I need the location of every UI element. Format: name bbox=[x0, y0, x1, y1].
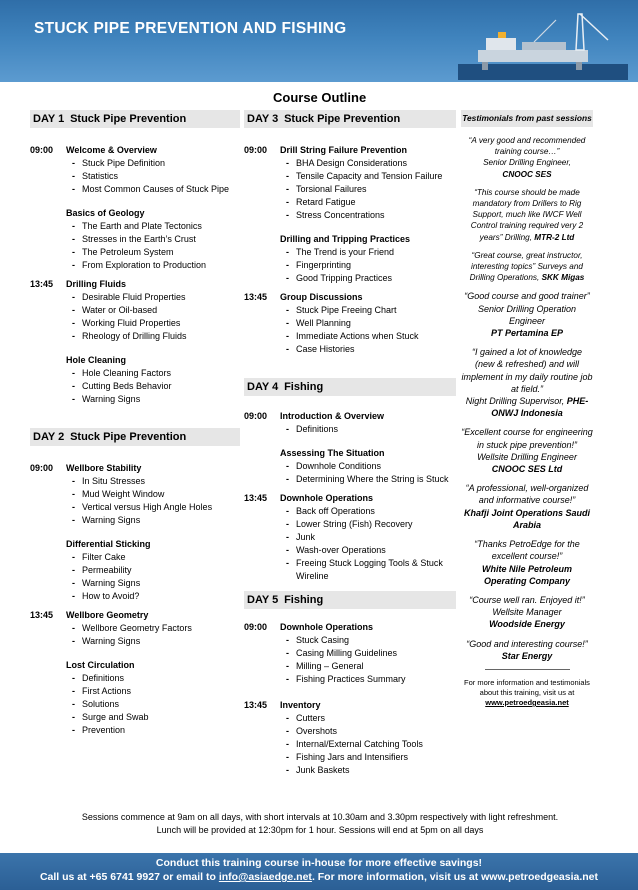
day4-header: DAY 4 Fishing bbox=[244, 378, 456, 396]
banner-title: STUCK PIPE PREVENTION AND FISHING bbox=[34, 20, 347, 37]
email-link[interactable]: info@asiaedge.net bbox=[218, 871, 312, 883]
topic-title: Assessing The Situation bbox=[280, 448, 385, 458]
testimonial: “Good and interesting course!” Star Energy bbox=[466, 638, 588, 661]
banner bbox=[0, 0, 638, 82]
topic-title: Differential Sticking bbox=[66, 539, 151, 549]
day2-session-afternoon bbox=[30, 609, 240, 737]
list-item: - Prevention bbox=[72, 725, 126, 735]
list-item: - Statistics bbox=[72, 171, 119, 181]
list-item: - How to Avoid? bbox=[72, 591, 140, 601]
day2-header: DAY 2 Stuck Pipe Prevention bbox=[30, 428, 240, 446]
list-item: - Immediate Actions when Stuck bbox=[286, 331, 419, 341]
list-item: - Junk Baskets bbox=[286, 765, 350, 775]
topic-title: Drilling and Tripping Practices bbox=[280, 234, 411, 244]
session-time: 13:45 bbox=[30, 279, 54, 289]
session-time: 09:00 bbox=[244, 145, 268, 155]
list-item: - Fishing Practices Summary bbox=[286, 674, 406, 684]
website-link[interactable]: www.petroedgeasia.net bbox=[485, 697, 569, 707]
testimonial: “A very good and recommended training course…” Senior Drilling Engineer, CNOOC SES bbox=[468, 136, 586, 179]
list-item: - From Exploration to Production bbox=[72, 260, 207, 270]
list-item: - Fingerprinting bbox=[286, 260, 352, 270]
testimonials-heading: Testimonials from past sessions bbox=[461, 110, 593, 127]
list-item: - Casing Milling Guidelines bbox=[286, 648, 398, 658]
topic-title: Downhole Operations bbox=[280, 493, 374, 503]
list-item: - Torsional Failures bbox=[286, 184, 367, 194]
list-item: - Back off Operations bbox=[286, 506, 375, 516]
list-item: - Filter Cake bbox=[72, 552, 126, 562]
list-item: - Water or Oil-based bbox=[72, 305, 158, 315]
list-item: - Junk bbox=[286, 532, 316, 542]
session-time: 09:00 bbox=[244, 411, 268, 421]
list-item: - Wash-over Operations bbox=[286, 545, 386, 555]
list-item: - Freeing Stuck Logging Tools & Stuck Wireline bbox=[286, 558, 443, 581]
testimonial: “Great course, great instructor, interesting topics” Surveys and Drilling Operations, SKK Migas bbox=[469, 250, 585, 283]
topic-title: Welcome & Overview bbox=[66, 145, 157, 155]
list-item: - Stresses in the Earth’s Crust bbox=[72, 234, 196, 244]
list-item: - Permeability bbox=[72, 565, 132, 575]
list-item: - Solutions bbox=[72, 699, 120, 709]
session-time: 09:00 bbox=[30, 145, 54, 155]
more-info: For more information and testimonials about this training, visit us at www.petroedgeasia.net bbox=[461, 678, 593, 708]
footer-tagline: Conduct this training course in-house for more effective savings! bbox=[155, 857, 483, 869]
topic-title: Introduction & Overview bbox=[280, 411, 385, 421]
list-item: - Retard Fatigue bbox=[286, 197, 356, 207]
testimonial: “Excellent course for engineering in stuck pipe prevention!” Wellsite Drilling Engineer CNOOC SES Ltd bbox=[461, 427, 593, 475]
list-item: - Tensile Capacity and Tension Failure bbox=[286, 171, 443, 181]
topic-title: Drilling Fluids bbox=[66, 279, 126, 289]
list-item: - Milling – General bbox=[286, 661, 364, 671]
list-item: - BHA Design Considerations bbox=[286, 158, 408, 168]
testimonial: “Good course and good trainer” Senior Drilling Operation Engineer PT Pertamina EP bbox=[464, 291, 590, 339]
list-item: - Downhole Conditions bbox=[286, 461, 382, 471]
topic-title: Downhole Operations bbox=[280, 622, 374, 632]
testimonial: “This course should be made mandatory from Drillers to Rig Support, much like IWCF Well Control training required very 2 years” Drilling, MTR-2 Ltd bbox=[470, 187, 584, 242]
list-item: - Stuck Casing bbox=[286, 635, 350, 645]
list-item: - First Actions bbox=[72, 686, 132, 696]
session-time: 13:45 bbox=[244, 700, 268, 710]
testimonial: “A professional, well-organized and informative course!” Khafji Joint Operations Saudi Arabia bbox=[463, 483, 590, 530]
list-item: - Overshots bbox=[286, 726, 338, 736]
list-item: - Stuck Pipe Definition bbox=[72, 158, 166, 168]
topic-title: Hole Cleaning bbox=[66, 355, 127, 365]
testimonial: “Thanks PetroEdge for the excellent course!” White Nile Petroleum Operating Company bbox=[474, 539, 580, 586]
testimonial: “I gained a lot of knowledge (new & refreshed) and will implement in my daily routine job at field.” Night Drilling Supervisor, PHE-ONWJ Indonesia bbox=[461, 347, 593, 419]
list-item: - Desirable Fluid Properties bbox=[72, 292, 186, 302]
topic-title: Inventory bbox=[280, 700, 321, 710]
list-item: - Rheology of Drilling Fluids bbox=[72, 331, 187, 341]
testimonials-column bbox=[461, 110, 593, 708]
list-item: - Stuck Pipe Freeing Chart bbox=[286, 305, 397, 315]
course-outline-title: Course Outline bbox=[273, 90, 367, 105]
list-item: - Cutting Beds Behavior bbox=[72, 381, 172, 391]
list-item: - Determining Where the String is Stuck bbox=[286, 474, 449, 484]
day2-session-morning bbox=[30, 462, 240, 603]
list-item: - Warning Signs bbox=[72, 394, 141, 404]
list-item: - The Trend is your Friend bbox=[286, 247, 395, 257]
list-item: - The Petroleum System bbox=[72, 247, 174, 257]
list-item: - Wellbore Geometry Factors bbox=[72, 623, 192, 633]
oil-rig-illustration bbox=[458, 6, 628, 80]
list-item: - Vertical versus High Angle Holes bbox=[72, 502, 213, 512]
list-item: - Mud Weight Window bbox=[72, 489, 165, 499]
day5-session-morning bbox=[244, 621, 456, 686]
testimonial: “Course well ran. Enjoyed it!” Wellsite Manager Woodside Energy bbox=[469, 594, 585, 630]
day3-session-afternoon bbox=[244, 291, 456, 356]
footer-contact: Call us at +65 6741 9927 or email to info@asiaedge.net. For more information, visit us at www.petroedgeasia.net bbox=[39, 871, 599, 883]
day4-session-morning bbox=[244, 410, 456, 486]
list-item: - Hole Cleaning Factors bbox=[72, 368, 172, 378]
list-item: - Warning Signs bbox=[72, 515, 141, 525]
day1-session-afternoon bbox=[30, 278, 240, 406]
topic-title: Drill String Failure Prevention bbox=[280, 145, 408, 155]
list-item: - Lower String (Fish) Recovery bbox=[286, 519, 413, 529]
list-item: - Stress Concentrations bbox=[286, 210, 385, 220]
list-item: - Surge and Swab bbox=[72, 712, 149, 722]
column-day1-day2 bbox=[30, 110, 240, 737]
list-item: - Definitions bbox=[72, 673, 125, 683]
topic-title: Lost Circulation bbox=[66, 660, 135, 670]
list-item: - Warning Signs bbox=[72, 636, 141, 646]
topic-title: Wellbore Geometry bbox=[66, 610, 149, 620]
session-time: 13:45 bbox=[30, 610, 54, 620]
list-item: - Fishing Jars and Intensifiers bbox=[286, 752, 409, 762]
footer-banner bbox=[0, 853, 638, 890]
list-item: - Cutters bbox=[286, 713, 326, 723]
day3-session-morning bbox=[244, 144, 456, 285]
list-item: - Case Histories bbox=[286, 344, 355, 354]
list-item: - Good Tripping Practices bbox=[286, 273, 393, 283]
topic-title: Basics of Geology bbox=[66, 208, 145, 218]
list-item: - Well Planning bbox=[286, 318, 351, 328]
column-day3-day5 bbox=[244, 110, 456, 777]
topic-title: Wellbore Stability bbox=[66, 463, 142, 473]
list-item: - In Situ Stresses bbox=[72, 476, 146, 486]
list-item: - Most Common Causes of Stuck Pipe bbox=[72, 184, 230, 194]
list-item: - The Earth and Plate Tectonics bbox=[72, 221, 202, 231]
session-time: 09:00 bbox=[30, 463, 54, 473]
session-time: 13:45 bbox=[244, 493, 268, 503]
sessions-note: Sessions commence at 9am on all days, with short intervals at 10.30am and 3.30pm respectively with light refreshment. Lunch will be provided at 12:30pm for 1 hour. Sessions will end at 5pm on all days bbox=[81, 812, 559, 835]
day1-header: DAY 1 Stuck Pipe Prevention bbox=[30, 110, 240, 128]
day1-session-morning bbox=[30, 144, 240, 272]
day5-session-afternoon bbox=[244, 699, 456, 777]
divider bbox=[485, 669, 570, 670]
list-item: - Warning Signs bbox=[72, 578, 141, 588]
list-item: - Definitions bbox=[286, 424, 339, 434]
session-time: 13:45 bbox=[244, 292, 268, 302]
list-item: - Working Fluid Properties bbox=[72, 318, 181, 328]
day4-session-afternoon bbox=[244, 492, 456, 583]
day5-header: DAY 5 Fishing bbox=[244, 591, 456, 609]
topic-title: Group Discussions bbox=[280, 292, 363, 302]
day3-header: DAY 3 Stuck Pipe Prevention bbox=[244, 110, 456, 128]
session-time: 09:00 bbox=[244, 622, 268, 632]
list-item: - Internal/External Catching Tools bbox=[286, 739, 423, 749]
